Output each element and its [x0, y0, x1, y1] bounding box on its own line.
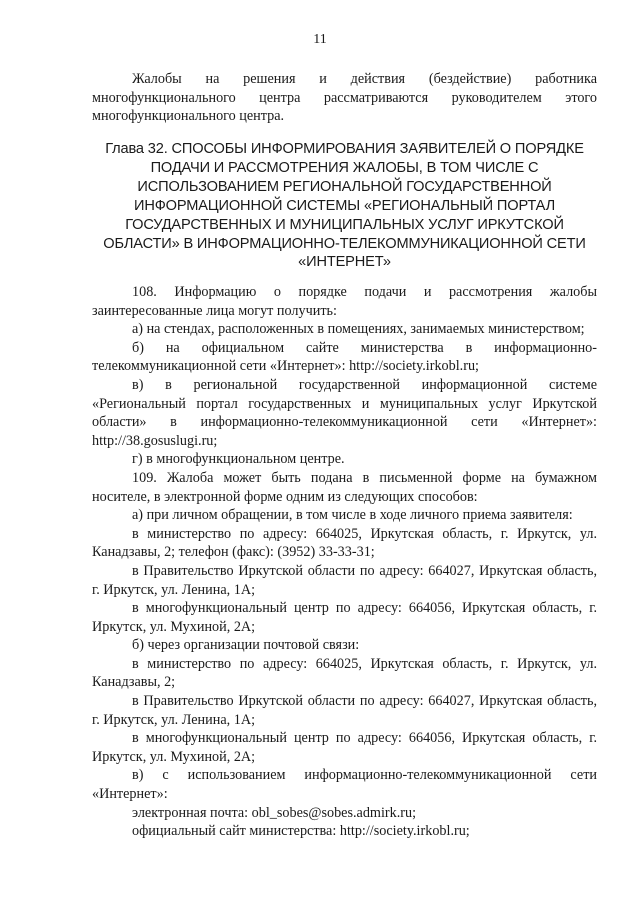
intro-paragraph: Жалобы на решения и действия (бездействие) работника многофункционального центра рассматриваются руководителем этого многофункционального центра.	[92, 71, 597, 125]
main-text	[92, 283, 597, 841]
address-ministry-post: в министерство по адресу: 664025, Иркутская область, г. Иркутск, ул. Канадзавы, 2;	[92, 655, 597, 691]
address-mfc-personal: в многофункциональный центр по адресу: 664056, Иркутская область, г. Иркутск, ул. Мухиной, 2А;	[92, 600, 597, 635]
paragraph-109-a: а) при личном обращении, в том числе в ходе личного приема заявителя:	[132, 507, 573, 524]
paragraph-108-b: б) на официальном сайте министерства в информационно-телекоммуникационной сети «Интернет»: http://society.irkobl.ru;	[92, 339, 597, 375]
paragraph-109-b: б) через организации почтовой связи:	[132, 637, 360, 654]
page-number: 11	[313, 32, 327, 47]
paragraph-108-a: а) на стендах, расположенных в помещениях, занимаемых министерством;	[132, 321, 585, 338]
email-line: электронная почта: obl_sobes@sobes.admirk.ru;	[132, 804, 417, 821]
paragraph-108: 108. Информацию о порядке подачи и рассмотрения жалобы заинтересованные лица могут получить:	[92, 284, 597, 319]
paragraph-108-g: г) в многофункциональном центре.	[132, 451, 345, 468]
paragraph-109: 109. Жалоба может быть подана в письменной форме на бумажном носителе, в электронной форме одним из следующих способов:	[92, 469, 597, 505]
paragraph-108-v: в) в региональной государственной информационной системе «Региональный портал государственных и муниципальных услуг Иркутской области» в информационно-телекоммуникационной сети «Интернет»: http://38.gosuslugi.ru;	[92, 376, 597, 449]
website-line: официальный сайт министерства: http://society.irkobl.ru;	[132, 823, 470, 840]
address-ministry-personal: в министерство по адресу: 664025, Иркутская область, г. Иркутск, ул. Канадзавы, 2; телефон (факс): (3952) 33-33-31;	[92, 525, 597, 561]
paragraph-109-v: в) с использованием информационно-телекоммуникационной сети «Интернет»:	[92, 767, 597, 803]
address-government-post: в Правительство Иркутской области по адресу: 664027, Иркутская область, г. Иркутск, ул. Ленина, 1А;	[92, 693, 597, 728]
address-mfc-post: в многофункциональный центр по адресу: 664056, Иркутская область, г. Иркутск, ул. Мухиной, 2А;	[92, 730, 597, 765]
chapter-heading: Глава 32. СПОСОБЫ ИНФОРМИРОВАНИЯ ЗАЯВИТЕЛЕЙ О ПОРЯДКЕ ПОДАЧИ И РАССМОТРЕНИЯ ЖАЛОБЫ, В ТОМ ЧИСЛЕ С ИСПОЛЬЗОВАНИЕМ РЕГИОНАЛЬНОЙ ГОСУДАРСТВЕННОЙ ИНФОРМАЦИОННОЙ СИСТЕМЫ «РЕГИОНАЛЬНЫЙ ПОРТАЛ ГОСУДАРСТВЕННЫХ И МУНИЦИПАЛЬНЫХ УСЛУГ ИРКУТСКОЙ ОБЛАСТИ» В ИНФОРМАЦИОННО-ТЕЛЕКОММУНИКАЦИОННОЙ СЕТИ «ИНТЕРНЕТ»	[103, 141, 586, 271]
intro-section	[92, 70, 597, 126]
address-government-personal: в Правительство Иркутской области по адресу: 664027, Иркутская область, г. Иркутск, ул. Ленина, 1А;	[92, 562, 597, 598]
